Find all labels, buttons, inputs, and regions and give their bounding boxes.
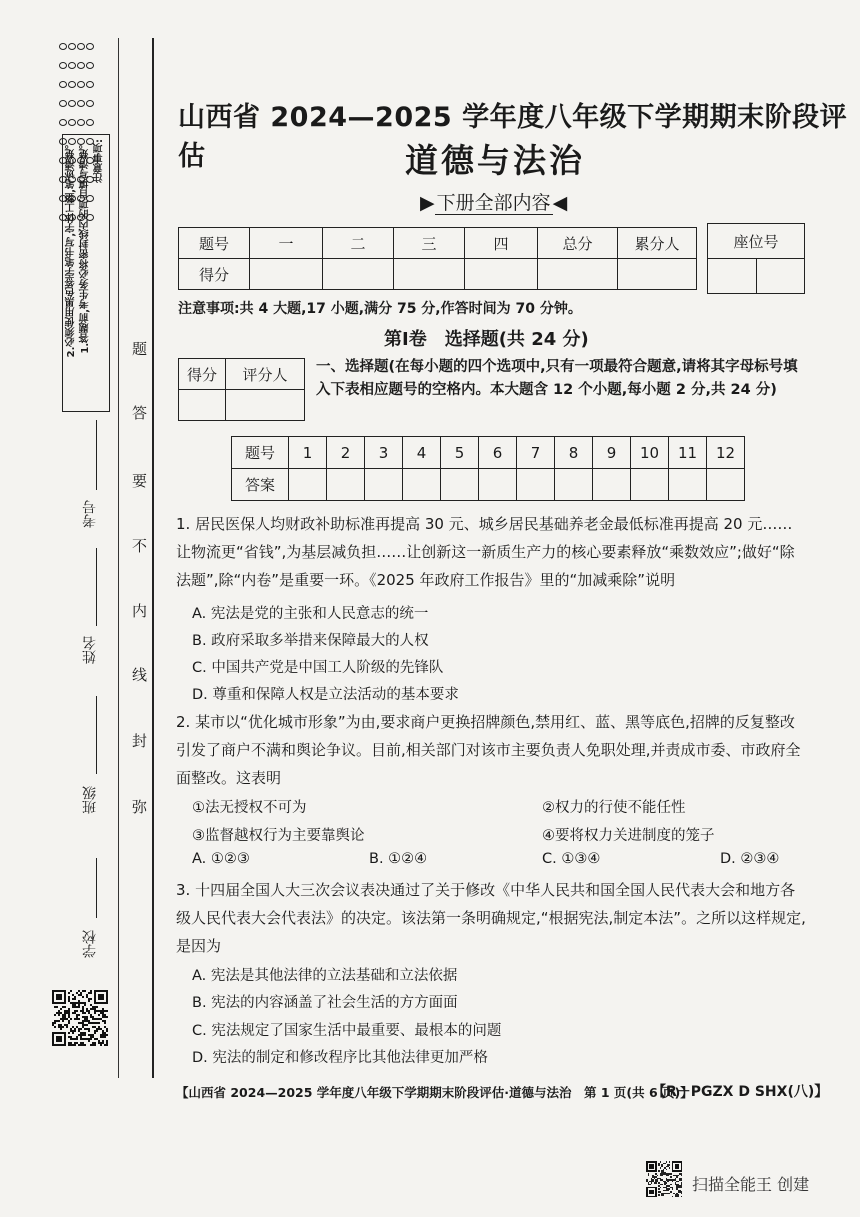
page-footer: 【山西省 2024—2025 学年度八年级下学期期末阶段评估·道德与法治 第 1 页(共 6 页)】 — [176, 1085, 693, 1100]
answer-question-number: 8 — [555, 437, 593, 469]
score-cell[interactable] — [618, 259, 697, 290]
binding-hole — [68, 62, 76, 69]
binding-hole — [68, 81, 76, 88]
answer-cell[interactable] — [631, 469, 669, 501]
exam-title: 山西省 2024—2025 学年度八年级下学期期末阶段评估 — [178, 102, 848, 172]
question-3-option-d: D. 宪法的制定和修改程序比其他法律更加严格 — [192, 1050, 488, 1066]
binding-holes — [58, 36, 94, 128]
grader-cell[interactable] — [226, 390, 305, 421]
binding-hole — [59, 81, 67, 88]
seal-char: 题 — [132, 340, 148, 358]
field-name-line[interactable] — [96, 548, 97, 626]
exam-notice: 注意事项:共 4 大题,17 小题,满分 75 分,作答时间为 70 分钟。 — [178, 301, 582, 317]
score-cell[interactable] — [538, 259, 618, 290]
question-1-option-a: A. 宪法是党的主张和人民意志的统一 — [192, 606, 429, 622]
score-header: 累分人 — [618, 228, 697, 259]
binding-hole — [68, 100, 76, 107]
question-2-statement-2: ②权力的行使不能任性 — [542, 800, 686, 816]
score-header: 总分 — [538, 228, 618, 259]
answer-cell[interactable] — [365, 469, 403, 501]
binding-hole — [77, 119, 85, 126]
field-school-line[interactable] — [96, 858, 97, 918]
answer-question-number: 12 — [707, 437, 745, 469]
answer-row-label: 题号 — [232, 437, 289, 469]
grader-table — [178, 358, 305, 421]
question-2-statement-3: ③监督越权行为主要靠舆论 — [192, 828, 365, 844]
question-2-stem: 2. 某市以“优化城市形象”为由,要求商户更换招牌颜色,禁用红、蓝、黑等底色,招牌的反复整改引发了商户不满和舆论争议。目前,相关部门对该市主要负责人免职处理,并责成市委、市政府全面整改。这表明 — [176, 713, 801, 787]
paper-code: 【R－PGZX D SHX(八)】 — [652, 1084, 829, 1100]
binding-hole — [86, 119, 94, 126]
question-1-option-c: C. 中国共产党是中国工人阶级的先锋队 — [192, 660, 444, 676]
answer-cell[interactable] — [517, 469, 555, 501]
answer-cell[interactable] — [289, 469, 327, 501]
answer-cell[interactable] — [441, 469, 479, 501]
triangle-left-icon: ◀ — [552, 192, 568, 214]
seal-char: 封 — [132, 732, 148, 750]
seal-char: 不 — [132, 537, 148, 555]
question-1-stem: 1. 居民医保人均财政补助标准再提高 30 元、城乡居民基础养老金最低标准再提高 20 元……让物流更“省钱”,为基层减负担……让创新这一新质生产力的核心要素释放“乘数效应”;做好“除法题”,除“内卷”是重要一环。《2025 年政府工作报告》里的“加减乘除”说明 — [176, 515, 795, 589]
answer-table — [231, 436, 745, 501]
answer-question-number: 9 — [593, 437, 631, 469]
binding-hole — [77, 81, 85, 88]
field-school-label: 学校 — [82, 930, 98, 958]
score-header: 一 — [250, 228, 323, 259]
field-id-label: 考号 — [82, 500, 98, 528]
question-3-option-a: A. 宪法是其他法律的立法基础和立法依据 — [192, 968, 458, 984]
binding-line-outer — [152, 38, 154, 1078]
answer-cell[interactable] — [403, 469, 441, 501]
field-class-line[interactable] — [96, 696, 97, 774]
score-header: 题号 — [179, 228, 250, 259]
notice-line-1: 1.答题前,考生务必将密封线内的项目填写清楚。 — [80, 139, 91, 354]
binding-hole — [86, 43, 94, 50]
answer-cell[interactable] — [593, 469, 631, 501]
binding-hole — [68, 119, 76, 126]
question-3-option-b: B. 宪法的内容涵盖了社会生活的方方面面 — [192, 995, 458, 1011]
score-cell[interactable] — [465, 259, 538, 290]
seal-char: 弥 — [132, 798, 148, 816]
seat-cell[interactable] — [708, 259, 757, 294]
score-header: 三 — [394, 228, 465, 259]
question-2-option-c: C. ①③④ — [542, 851, 601, 867]
part-title: 第Ⅰ卷 选择题(共 24 分) — [384, 329, 589, 350]
question-2-option-b: B. ①②④ — [369, 851, 428, 867]
answer-cell[interactable] — [479, 469, 517, 501]
binding-hole — [86, 81, 94, 88]
seat-table — [707, 223, 805, 294]
notice-title: 注意事项: — [94, 139, 105, 183]
scope-text: 下册全部内容 — [436, 192, 551, 214]
watermark-text: 扫描全能王 创建 — [692, 1175, 810, 1194]
answer-cell[interactable] — [669, 469, 707, 501]
answer-question-number: 2 — [327, 437, 365, 469]
scope-subtitle — [420, 188, 567, 215]
answer-cell[interactable] — [707, 469, 745, 501]
answer-question-number: 3 — [365, 437, 403, 469]
binding-line-inner — [118, 38, 119, 1078]
field-class-label: 班级 — [82, 786, 98, 814]
answer-question-number: 10 — [631, 437, 669, 469]
binding-hole — [59, 62, 67, 69]
answer-cell[interactable] — [555, 469, 593, 501]
grader-header: 得分 — [179, 359, 226, 390]
subject-title: 道德与法治 — [405, 141, 585, 180]
qr-code-icon — [52, 990, 108, 1046]
score-header: 四 — [465, 228, 538, 259]
answer-question-number: 6 — [479, 437, 517, 469]
answer-row-label: 答案 — [232, 469, 289, 501]
binding-hole — [86, 62, 94, 69]
seal-char: 内 — [132, 602, 148, 620]
field-name-label: 姓名 — [82, 636, 98, 664]
field-id-line[interactable] — [96, 420, 97, 490]
seal-char: 答 — [132, 404, 148, 422]
question-3-option-c: C. 宪法规定了国家生活中最重要、最根本的问题 — [192, 1023, 502, 1039]
notice-line-2: 2.必须使用黑色签字笔书写,字体工整,笔迹清楚。 — [66, 139, 77, 358]
answer-question-number: 1 — [289, 437, 327, 469]
question-2-statement-1: ①法无授权不可为 — [192, 800, 307, 816]
score-row-label: 得分 — [179, 259, 250, 290]
answer-question-number: 11 — [669, 437, 707, 469]
answer-question-number: 7 — [517, 437, 555, 469]
section-intro: 一、选择题(在每小题的四个选项中,只有一项最符合题意,请将其字母标号填入下表相应题号的空格内。本大题含 12 个小题,每小题 2 分,共 24 分) — [316, 359, 798, 398]
seat-cell[interactable] — [756, 259, 805, 294]
answer-question-number: 5 — [441, 437, 479, 469]
seal-char: 线 — [132, 666, 148, 684]
score-table — [178, 227, 697, 290]
triangle-right-icon: ▶ — [420, 192, 435, 214]
score-cell[interactable] — [323, 259, 394, 290]
binding-hole — [59, 100, 67, 107]
watermark-qr-icon — [646, 1161, 682, 1197]
score-cell[interactable] — [250, 259, 323, 290]
answer-cell[interactable] — [327, 469, 365, 501]
score-cell[interactable] — [394, 259, 465, 290]
grader-header: 评分人 — [226, 359, 305, 390]
binding-hole — [86, 100, 94, 107]
answer-question-number: 4 — [403, 437, 441, 469]
question-1-option-d: D. 尊重和保障人权是立法活动的基本要求 — [192, 687, 459, 703]
seat-label: 座位号 — [708, 224, 805, 259]
binding-hole — [77, 100, 85, 107]
score-header: 二 — [323, 228, 394, 259]
question-2-option-a: A. ①②③ — [192, 851, 250, 867]
binding-hole — [77, 62, 85, 69]
question-2-option-d: D. ②③④ — [720, 851, 780, 867]
grader-cell[interactable] — [179, 390, 226, 421]
question-1-option-b: B. 政府采取多举措来保障最大的人权 — [192, 633, 429, 649]
question-3-stem: 3. 十四届全国人大三次会议表决通过了关于修改《中华人民共和国全国人民代表大会和地方各级人民代表大会代表法》的决定。该法第一条明确规定,“根据宪法,制定本法”。之所以这样规定,是因为 — [176, 881, 806, 955]
question-2-statement-4: ④要将权力关进制度的笼子 — [542, 828, 715, 844]
notice-box — [62, 134, 110, 412]
binding-hole — [77, 43, 85, 50]
seal-char: 要 — [132, 472, 148, 490]
binding-hole — [59, 43, 67, 50]
binding-hole — [59, 119, 67, 126]
binding-hole — [68, 43, 76, 50]
